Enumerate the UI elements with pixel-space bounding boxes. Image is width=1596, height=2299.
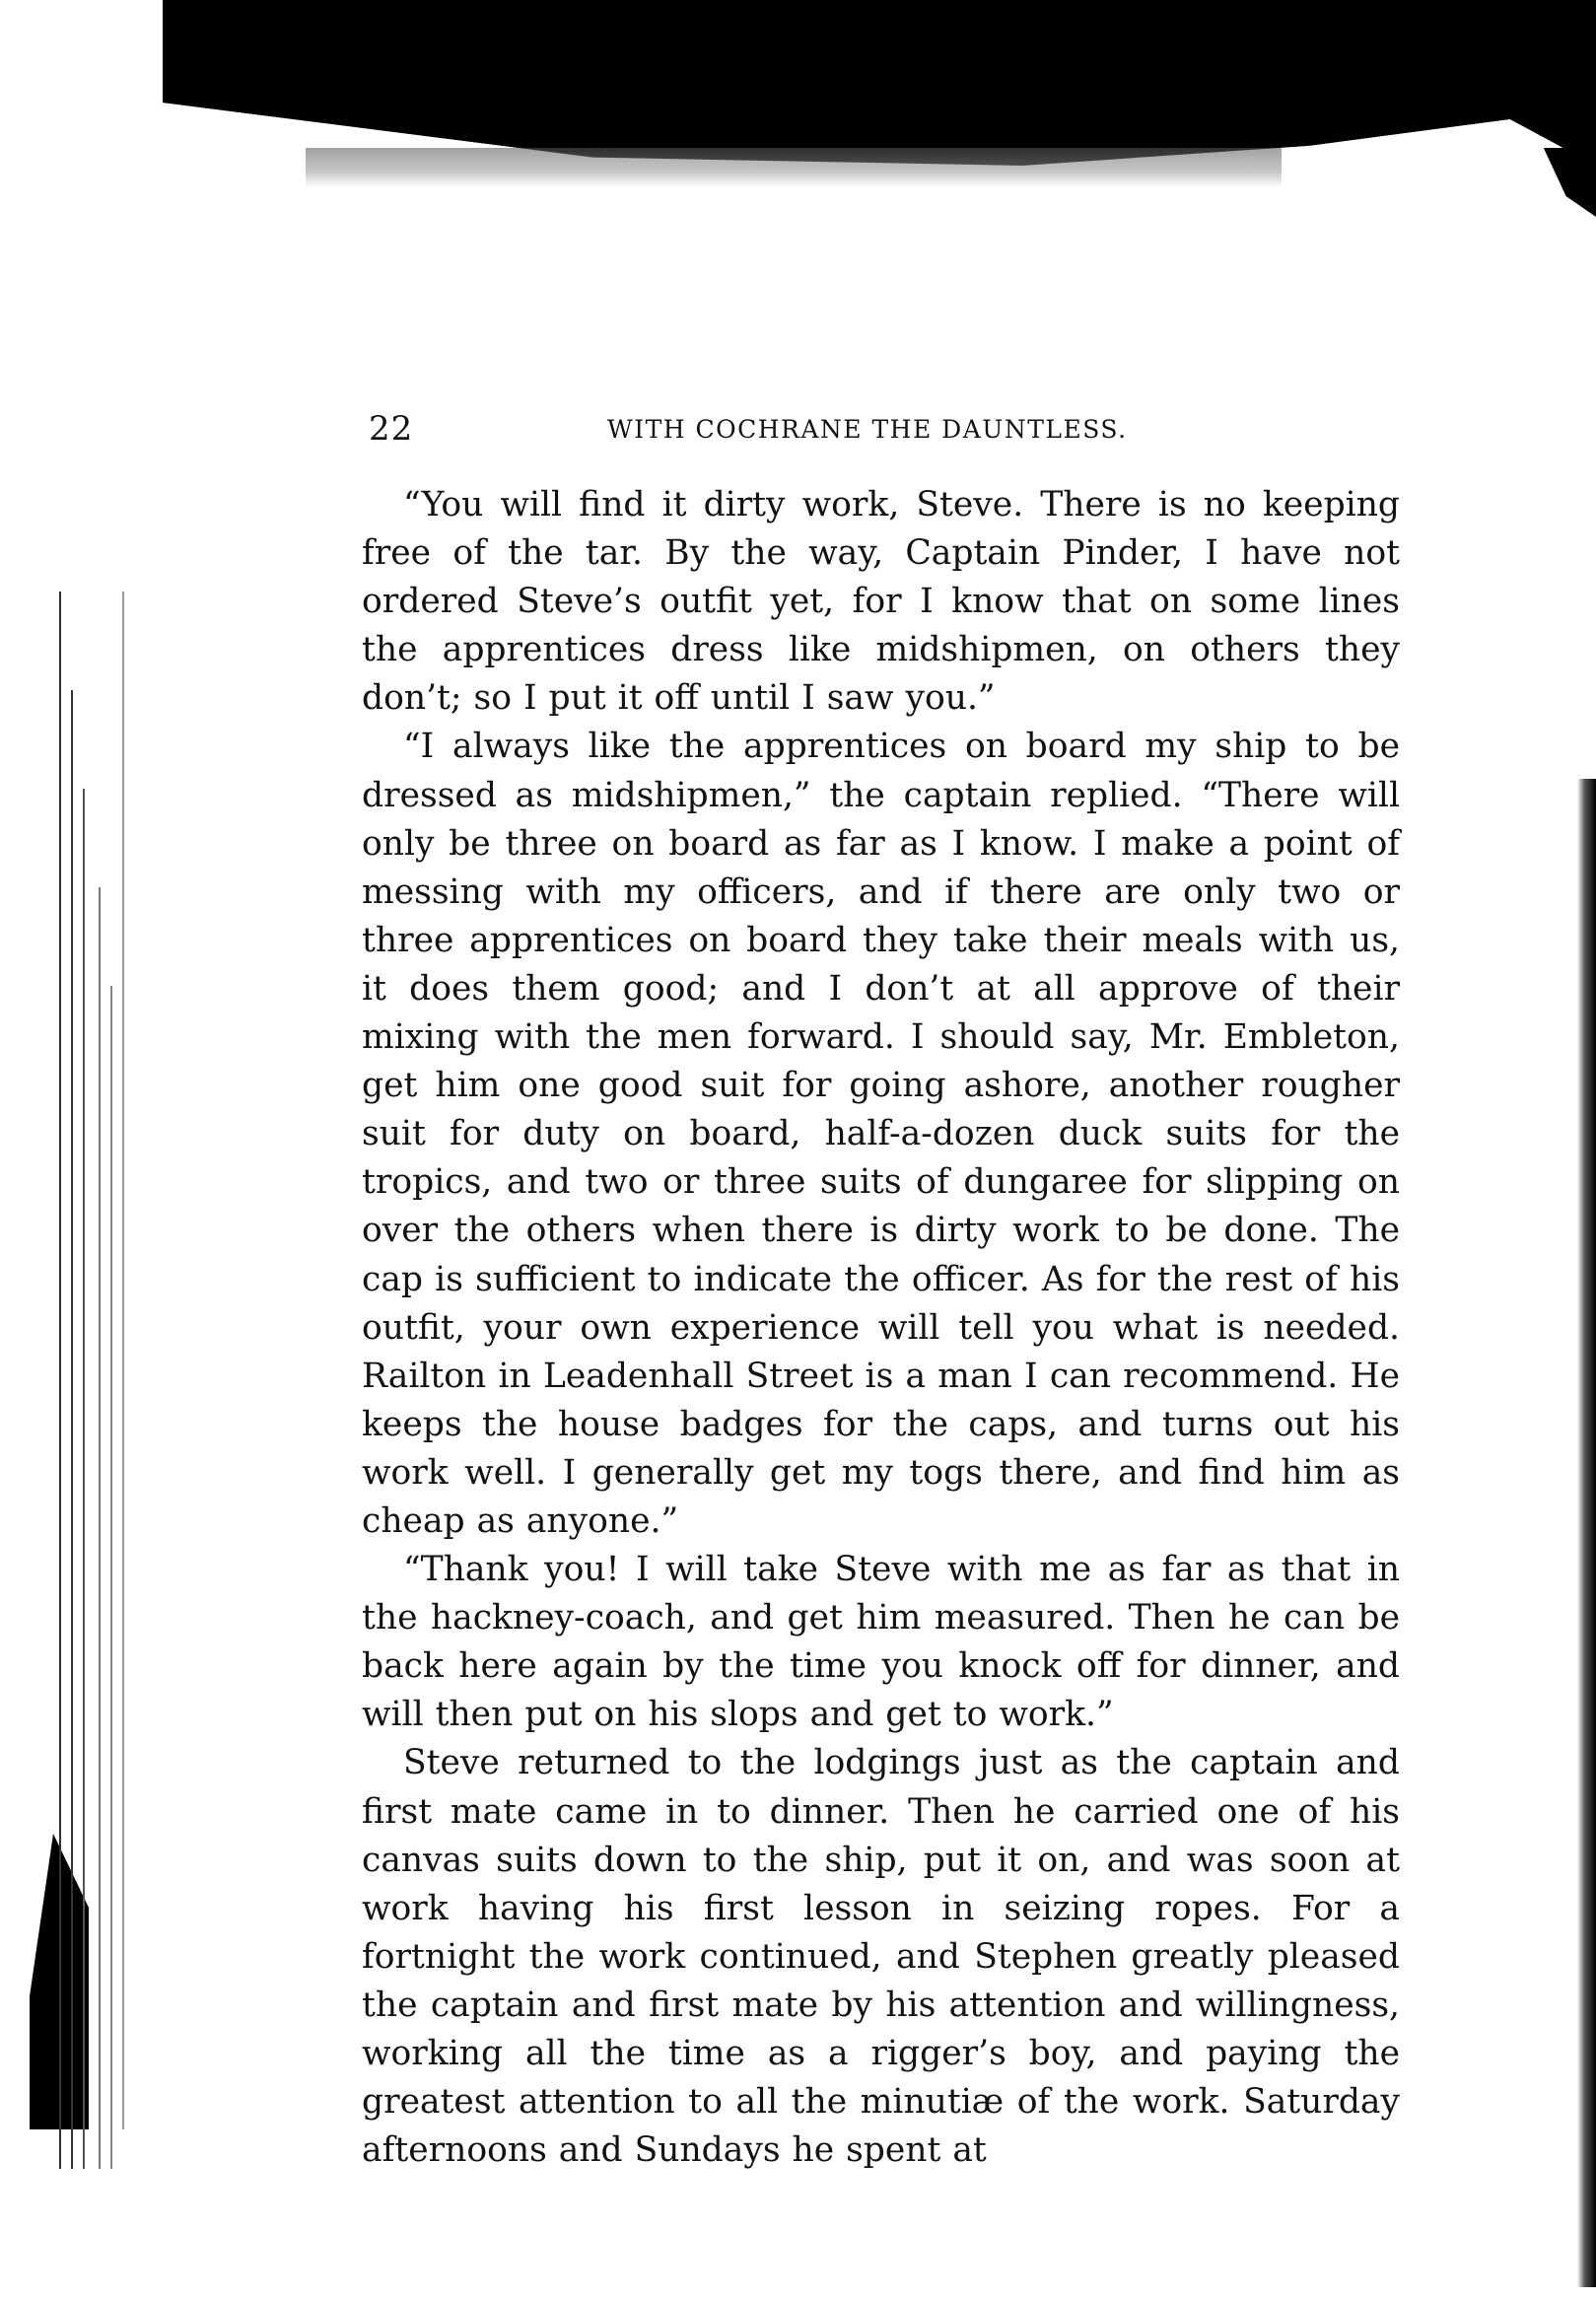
- page-number: 22: [369, 409, 414, 449]
- paragraph: Steve returned to the lodgings just as the captain and first mate came in to dinner. Then he carried one of his canvas suits down to the ship, put it on, and was soon at work having his first lesson in seizing ropes. For a fortnight the work continued, and Stephen greatly pleased the captain and first mate by his attention and willingness, working all the time as a rigger’s boy, and paying the greatest attention to all the minutiæ of the work. Saturday afternoons and Sundays he spent at: [362, 1743, 1400, 2171]
- running-header: [369, 409, 1404, 458]
- gutter-line: [122, 592, 124, 2129]
- gutter-line: [110, 986, 112, 2169]
- paragraph: “I always like the apprentices on board my ship to be dressed as midshipmen,” the captain replied. “There will only be three on board as far as I know. I make a point of messing with my officers, and if there are only two or three apprentices on board they take their meals with us, it does them good; and I don’t at all approve of their mixing with the men forward. I should say, Mr. Embleton, get him one good suit for going ashore, another rougher suit for duty on board, half-a-dozen duck suits for the tropics, and two or three suits of dungaree for slipping on over the others when there is dirty work to be done. The cap is sufficient to indicate the officer. As for the rest of his outfit, your own experience will tell you what is needed. Railton in Leadenhall Street is a man I can recommend. He keeps the house badges for the caps, and turns out his work well. I generally get my togs there, and find him as cheap as anyone.”: [362, 727, 1400, 1541]
- body-text: [362, 481, 1400, 2175]
- scan-shadow-top: [163, 0, 1596, 166]
- paragraph: “You will find it dirty work, Steve. There is no keeping free of the tar. By the way, Captain Pinder, I have not ordered Steve’s outfit yet, for I know that on some lines the apprentices dress like midshipmen, on others they don’t; so I put it off until I saw you.”: [362, 485, 1400, 719]
- gutter-line: [71, 690, 73, 2169]
- scan-shadow-top-fade: [306, 148, 1282, 187]
- running-title: WITH COCHRANE THE DAUNTLESS.: [607, 415, 1128, 444]
- gutter-line: [83, 789, 85, 2169]
- gutter-line: [99, 887, 101, 2169]
- paragraph: “Thank you! I will take Steve with me as far as that in the hackney-coach, and get him measured. Then he can be back here again by the time you knock off for dinner, and will then put on his slops and get to work.”: [362, 1550, 1400, 1735]
- scan-shadow-top-right: [1521, 148, 1596, 217]
- gutter-line: [59, 592, 61, 2169]
- scan-shadow-right-edge: [1577, 779, 1596, 2287]
